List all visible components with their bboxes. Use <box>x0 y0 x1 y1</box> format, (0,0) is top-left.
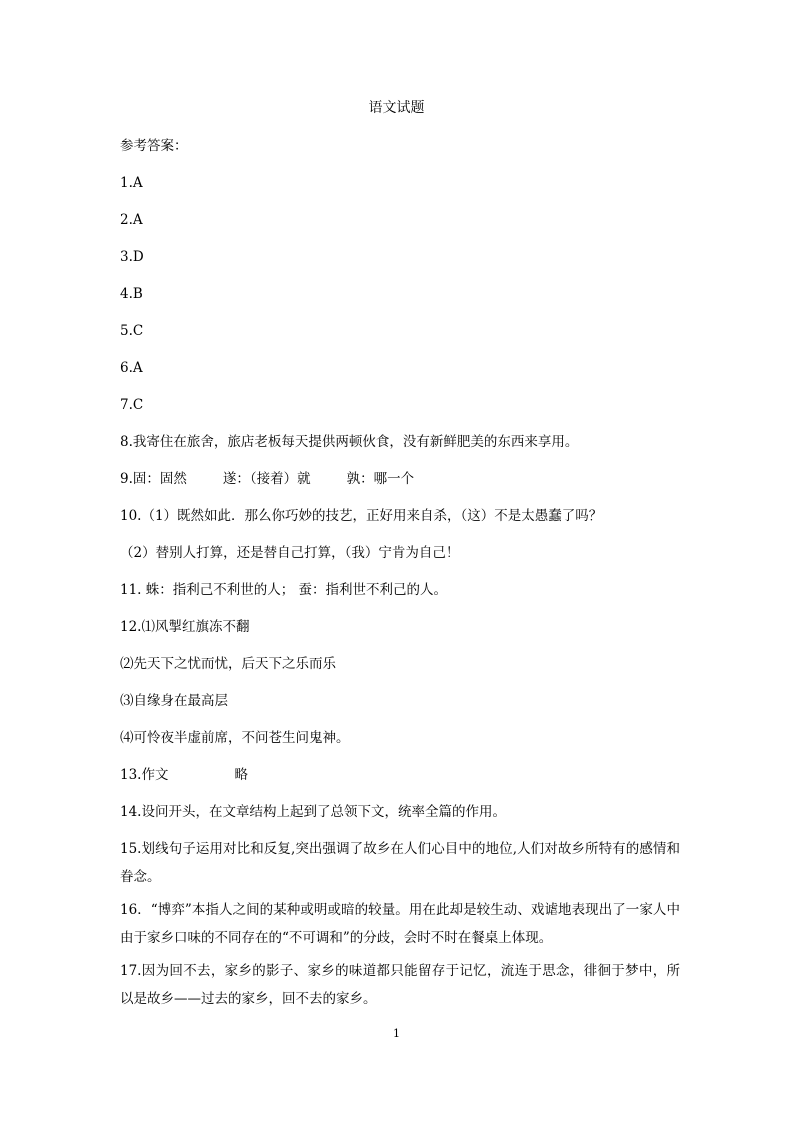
answer-14: 14.设问开头，在文章结构上起到了总领下文，统率全篇的作用。 <box>120 804 506 820</box>
page-number: 1 <box>393 1027 400 1040</box>
answer-4: 4.B <box>120 286 143 302</box>
answer-3: 3.D <box>120 249 144 265</box>
answer-17: 17.因为回不去，家乡的影子、家乡的味道都只能留存于记忆，流连于思念，徘徊于梦中，所以是故乡——过去的家乡，回不去的家乡。 <box>120 963 680 1007</box>
document-title: 语文试题 <box>368 100 425 116</box>
answer-13-value: 略 <box>234 767 248 783</box>
answer-2: 2.A <box>120 212 143 228</box>
answer-13-label: 13.作文 <box>120 767 169 783</box>
answer-10-part-1: 10.（1）既然如此．那么你巧妙的技艺，正好用来自杀，（这）不是太愚蠢了吗？ <box>120 508 603 524</box>
answer-15: 15.划线句子运用对比和反复,突出强调了故乡在人们心目中的地位,人们对故乡所特有的感情和眷念。 <box>120 841 680 885</box>
answer-12-item-1: 12.⑴风掣红旗冻不翻 <box>120 619 250 635</box>
answer-content <box>120 136 680 1022</box>
answer-13 <box>120 765 680 802</box>
answer-12-item-4: ⑷可怜夜半虚前席，不问苍生问鬼神。 <box>120 730 350 746</box>
answer-16: 16．“博弈”本指人之间的某种或明或暗的较量。用在此却是较生动、戏谑地表现出了一家人中由于家乡口味的不同存在的“不可调和”的分歧，会时不时在餐桌上体现。 <box>120 902 680 946</box>
answer-9-part-b: 遂：（接着）就 <box>222 471 311 487</box>
answer-9 <box>120 469 680 506</box>
answer-8: 8.我寄住在旅舍，旅店老板每天提供两顿伙食，没有新鲜肥美的东西来享用。 <box>120 434 579 450</box>
answer-10-part-2: （2）替别人打算，还是替自己打算，（我）宁肯为自己！ <box>120 545 460 561</box>
answer-7: 7.C <box>120 397 144 413</box>
answer-12-item-2: ⑵先天下之忧而忧，后天下之乐而乐 <box>120 656 336 672</box>
answer-11: 11. 蛛：指利己不利世的人； 蚕：指利世不利己的人。 <box>120 582 448 598</box>
answer-5: 5.C <box>120 323 144 339</box>
answer-heading: 参考答案： <box>120 138 188 154</box>
answer-9-part-c: 孰：哪一个 <box>346 471 415 487</box>
answer-1: 1.A <box>120 175 143 191</box>
answer-9-part-a: 9.固：固然 <box>120 471 187 487</box>
answer-12-item-3: ⑶自缘身在最高层 <box>120 693 228 709</box>
answer-6: 6.A <box>120 360 143 376</box>
